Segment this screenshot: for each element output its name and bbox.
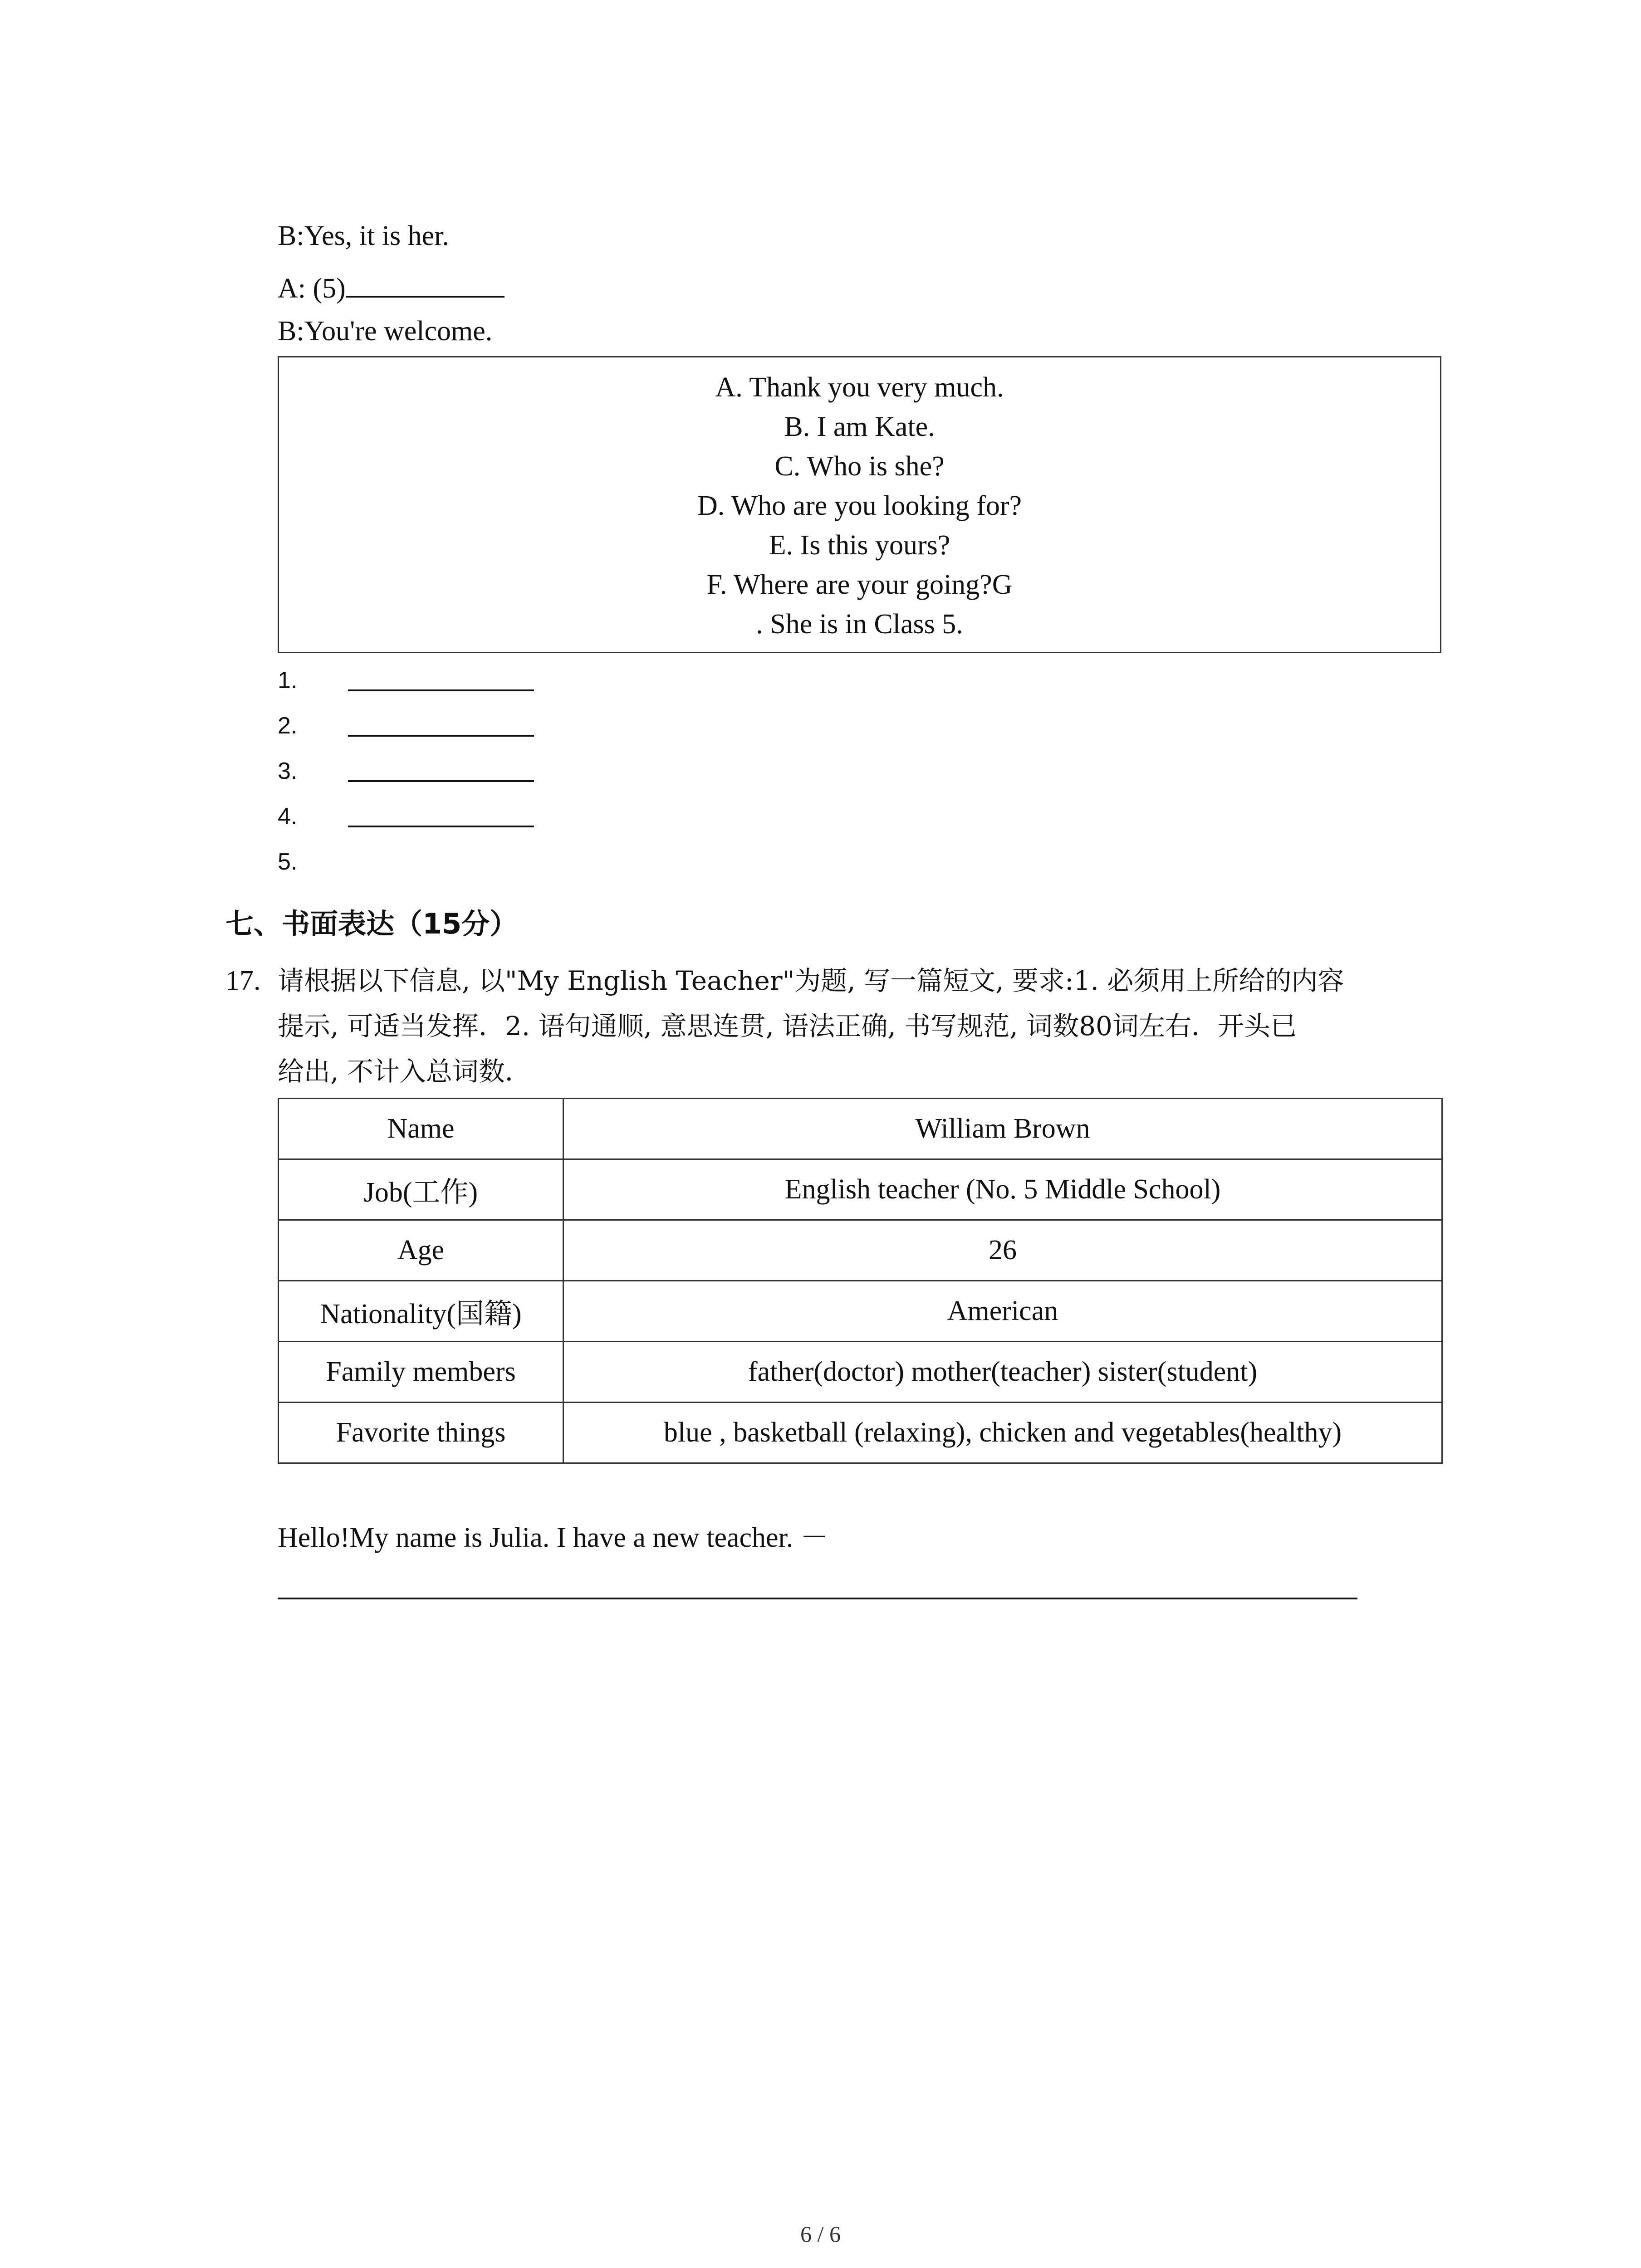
dialogue-line-b-yes: B:Yes, it is her.: [278, 220, 449, 251]
option-b: B. I am Kate.: [784, 411, 935, 442]
answer-number: 2.: [278, 713, 298, 739]
answer-number: 1.: [278, 667, 298, 694]
option-f: F. Where are your going?G: [706, 569, 1013, 600]
dialogue-line-a5: [278, 268, 505, 307]
answer-number: 3.: [278, 758, 298, 784]
row-value: 26: [563, 1220, 1442, 1281]
row-label: Family members: [279, 1342, 563, 1403]
table-row: [279, 1281, 1442, 1342]
table-row: [279, 1099, 1442, 1159]
essay-writing-line[interactable]: [278, 1598, 1357, 1599]
essay-opening: Hello!My name is Julia. I have a new teacher. －: [278, 1522, 828, 1553]
question-line-2: 提示, 可适当发挥．2. 语句通顺, 意思连贯, 语法正确, 书写规范, 词数80词左右．开头已: [278, 1011, 1297, 1041]
table-row: [279, 1159, 1442, 1220]
option-d: D. Who are you looking for?: [697, 490, 1022, 521]
table-row: [279, 1220, 1442, 1281]
row-label: Age: [279, 1220, 563, 1281]
row-label: Nationality(国籍): [279, 1281, 563, 1342]
table-row: [279, 1342, 1442, 1403]
answer-number: 5.: [278, 849, 298, 875]
teacher-info-table: [278, 1098, 1443, 1464]
answer-row-1: [278, 662, 595, 708]
dialogue-line-a5-label: A: (5): [278, 273, 346, 304]
option-a: A. Thank you very much.: [715, 372, 1004, 403]
option-c: C. Who is she?: [774, 451, 945, 482]
row-value: father(doctor) mother(teacher) sister(student): [563, 1342, 1442, 1403]
row-label: Job(工作): [279, 1159, 563, 1220]
row-label: Favorite things: [279, 1403, 563, 1463]
answer-row-4: [278, 798, 595, 844]
table-row: [279, 1403, 1442, 1463]
option-g: . She is in Class 5.: [756, 609, 963, 640]
answer-row-2: [278, 708, 595, 753]
question-number: 17.: [225, 965, 261, 996]
option-e: E. Is this yours?: [769, 530, 950, 561]
row-value: English teacher (No. 5 Middle School): [563, 1159, 1442, 1220]
options-box: [278, 356, 1441, 653]
page-number: 6 / 6: [800, 2221, 841, 2247]
answer-blank-5: [346, 268, 505, 298]
answer-line[interactable]: [348, 780, 534, 782]
row-value: William Brown: [563, 1099, 1442, 1159]
answer-line[interactable]: [348, 735, 534, 737]
answer-row-5: [278, 844, 595, 889]
question-line-3: 给出, 不计入总词数．: [278, 1056, 531, 1087]
section-title: 七、书面表达（15分）: [225, 907, 518, 940]
answer-line[interactable]: [348, 826, 534, 827]
row-value: American: [563, 1281, 1442, 1342]
row-label: Name: [279, 1099, 563, 1159]
answer-row-3: [278, 753, 595, 798]
dialogue-line-b-welcome: B:You're welcome.: [278, 316, 493, 347]
answer-number: 4.: [278, 803, 298, 830]
answer-line[interactable]: [348, 689, 534, 691]
row-value: blue , basketball (relaxing), chicken and vegetables(healthy): [563, 1403, 1442, 1463]
question-line-1: 请根据以下信息, 以"My English Teacher"为题, 写一篇短文, 要求:1. 必须用上所给的内容: [278, 965, 1344, 996]
